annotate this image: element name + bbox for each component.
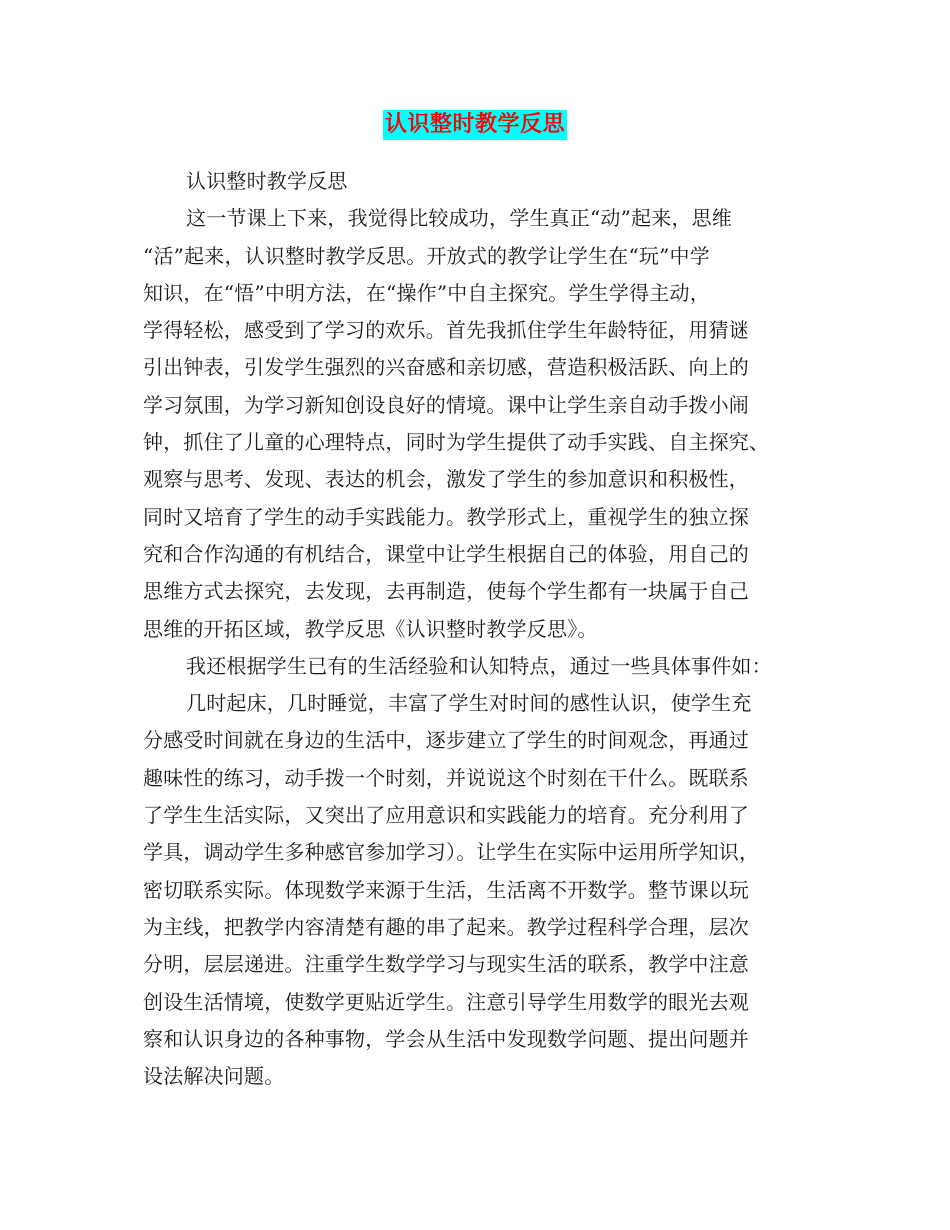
paragraph-line: 思维方式去探究，去发现，去再制造，使每个学生都有一块属于自己 <box>143 579 749 604</box>
paragraph-line: 分感受时间就在身边的生活中，逐步建立了学生的时间观念，再通过 <box>143 728 749 753</box>
paragraph-line: 学习氛围，为学习新知创设良好的情境。课中让学生亲自动手拨小闹 <box>143 392 749 417</box>
paragraph-line: 为主线，把教学内容清楚有趣的串了起来。教学过程科学合理，层次 <box>143 914 749 939</box>
document-body <box>143 163 803 1095</box>
paragraph-line: 究和合作沟通的有机结合，课堂中让学生根据自己的体验，用自己的 <box>143 541 749 566</box>
paragraph-line: 创设生活情境，使数学更贴近学生。注意引导学生用数学的眼光去观 <box>143 989 749 1014</box>
paragraph-line: 观察与思考、发现、表达的机会，激发了学生的参加意识和积极性， <box>143 467 749 492</box>
paragraph-line: 密切联系实际。体现数学来源于生活，生活离不开数学。整节课以玩 <box>143 877 749 902</box>
paragraph-line: 学具，调动学生多种感官参加学习）。让学生在实际中运用所学知识， <box>143 840 760 865</box>
document-title: 认识整时教学反思 <box>383 110 567 140</box>
paragraph-line: 趣味性的练习，动手拨一个时刻，并说说这个时刻在干什么。既联系 <box>143 765 749 790</box>
paragraph-line: 这一节课上下来，我觉得比较成功，学生真正“动”起来，思维 <box>186 206 733 231</box>
paragraph-line: 几时起床，几时睡觉，丰富了学生对时间的感性认识，使学生充 <box>186 691 752 716</box>
paragraph-line: 了学生生活实际，又突出了应用意识和实践能力的培育。充分利用了 <box>143 803 749 828</box>
title-container <box>0 110 950 140</box>
paragraph-line: 学得轻松，感受到了学习的欢乐。首先我抓住学生年龄特征，用猜谜 <box>143 318 749 343</box>
paragraph-line: 设法解决问题。 <box>143 1064 285 1089</box>
paragraph-line: 察和认识身边的各种事物，学会从生活中发现数学问题、提出问题并 <box>143 1026 749 1051</box>
paragraph-line: 引出钟表，引发学生强烈的兴奋感和亲切感，营造积极活跃、向上的 <box>143 355 749 380</box>
paragraph-line: 钟，抓住了儿童的心理特点，同时为学生提供了动手实践、自主探究、 <box>143 430 770 455</box>
paragraph-line: 知识，在“悟”中明方法，在“操作”中自主探究。学生学得主动， <box>143 280 710 305</box>
paragraph-line: 我还根据学生已有的生活经验和认知特点，通过一些具体事件如： <box>186 653 772 678</box>
paragraph-line: 分明，层层递进。注重学生数学学习与现实生活的联系，教学中注意 <box>143 952 749 977</box>
subtitle-line: 认识整时教学反思 <box>186 169 348 193</box>
paragraph-line: 同时又培育了学生的动手实践能力。教学形式上，重视学生的独立探 <box>143 504 749 529</box>
paragraph-line: 思维的开拓区域，教学反思《认识整时教学反思》。 <box>143 616 598 641</box>
paragraph-line: “活”起来，认识整时教学反思。开放式的教学让学生在“玩”中学 <box>143 243 710 268</box>
